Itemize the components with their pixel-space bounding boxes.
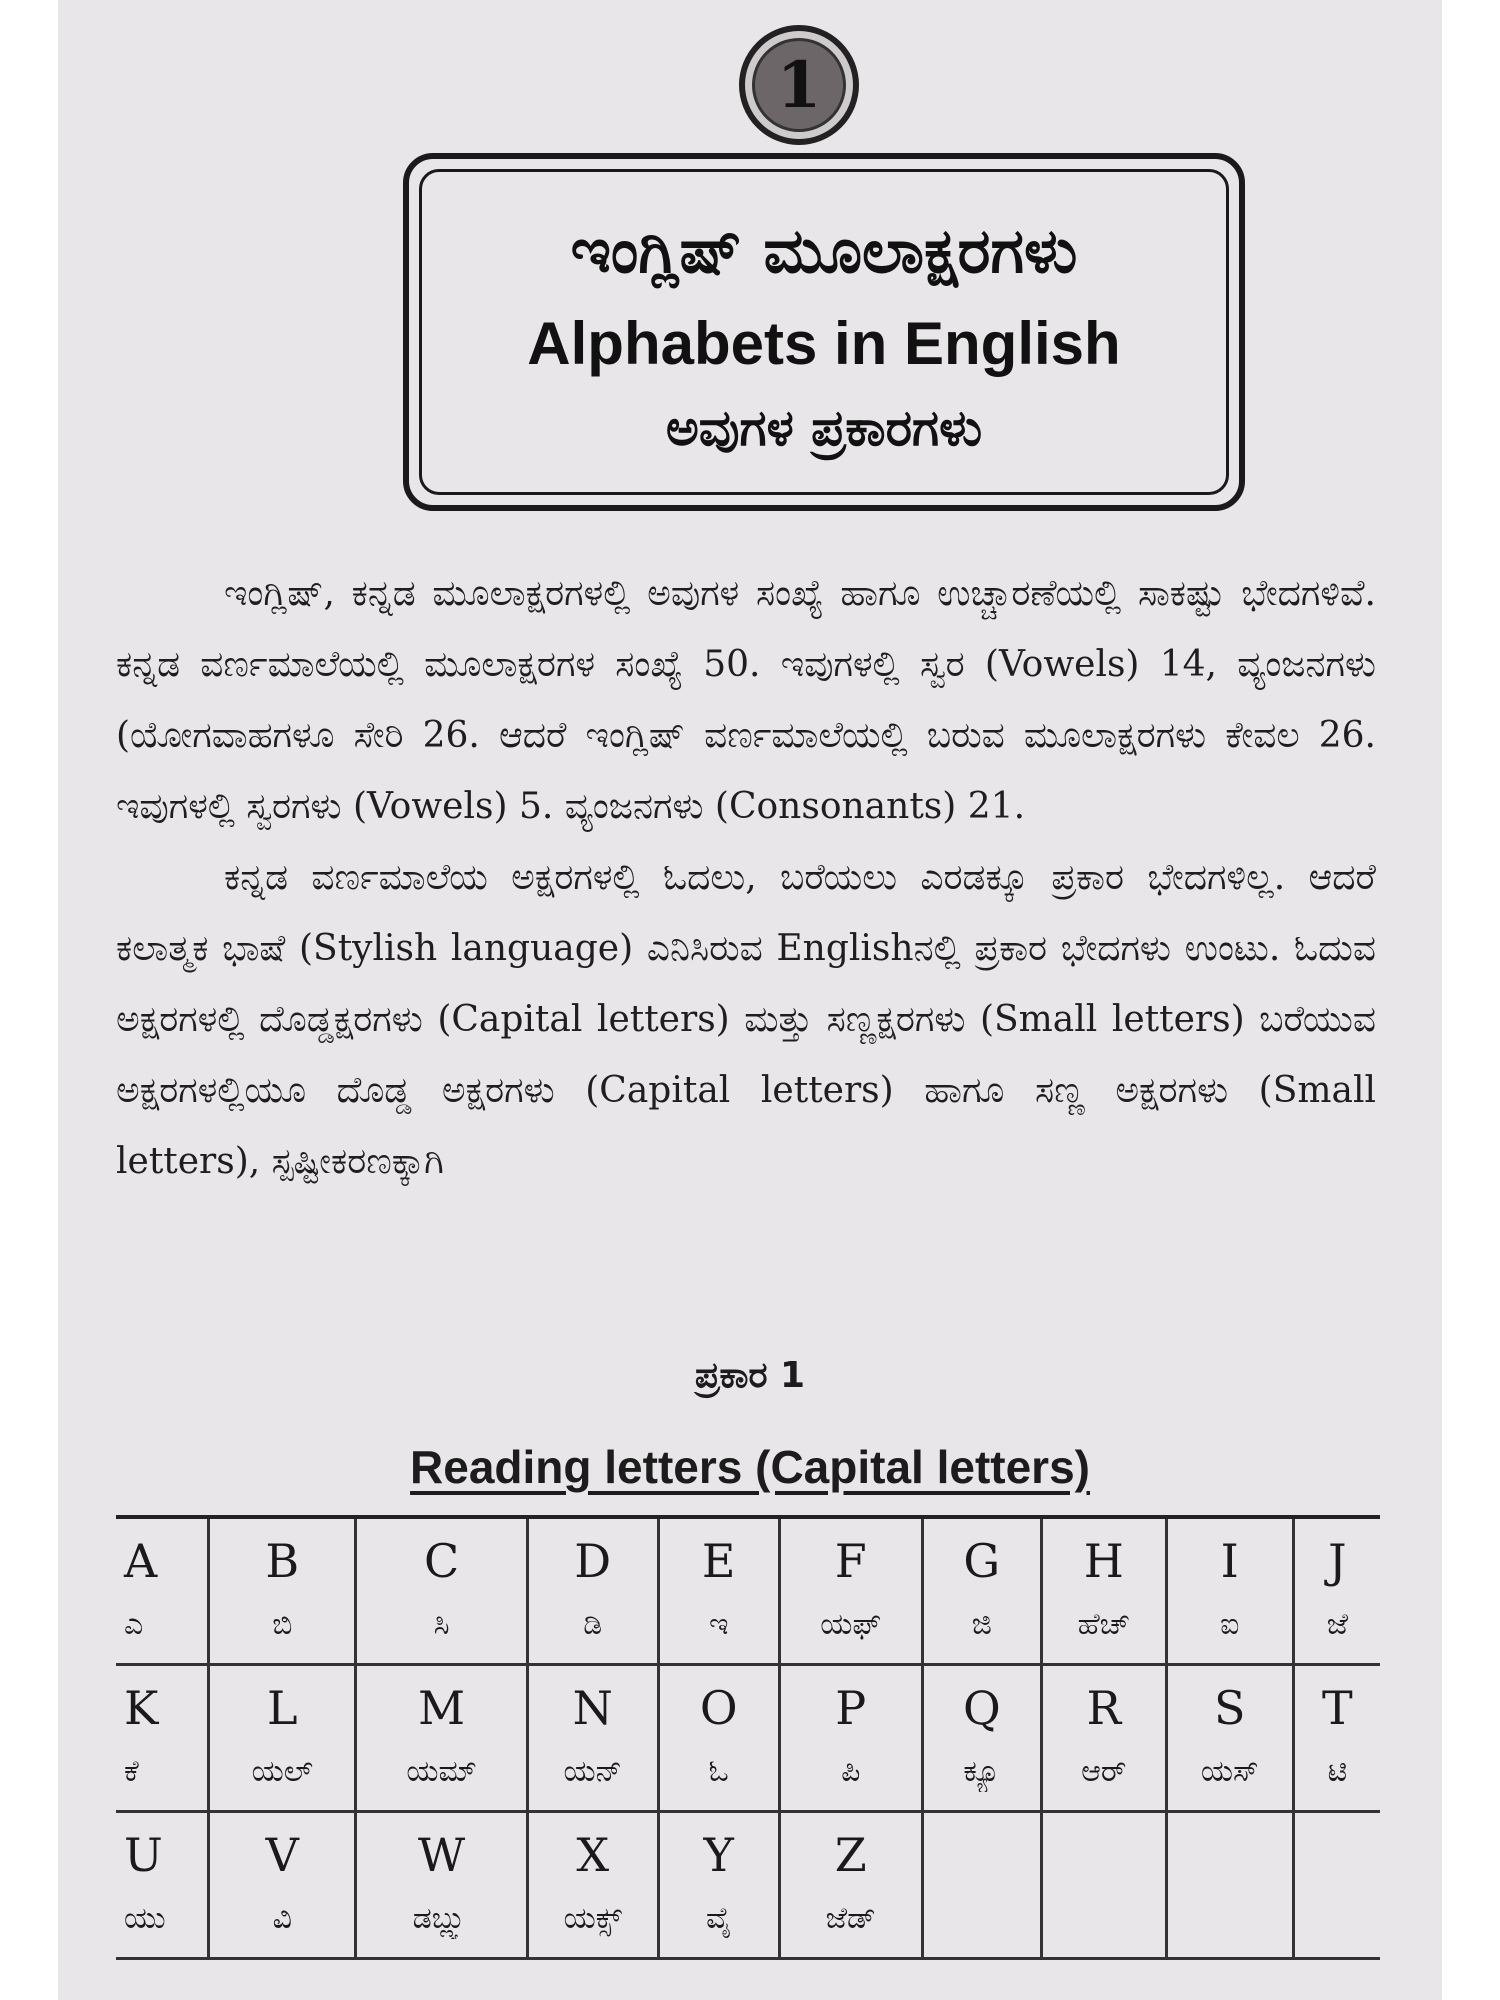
kannada-pronunciation: ಯಕ್ಸ್ [563, 1901, 622, 1936]
kannada-pronunciation: ಜೆಡ್ [825, 1901, 876, 1936]
capital-letter: B [265, 1534, 300, 1588]
capital-letter: S [1213, 1681, 1246, 1735]
letter-cell [527, 1812, 658, 1959]
capital-letter: E [701, 1534, 736, 1588]
capital-letter: K [124, 1681, 159, 1735]
letter-cell [1293, 1812, 1380, 1959]
letter-cell [209, 1517, 356, 1665]
kannada-pronunciation: ಬಿ [272, 1607, 293, 1642]
kannada-pronunciation: ಯಲ್ [251, 1754, 313, 1789]
letter-cell [658, 1517, 779, 1665]
capital-letter: Q [962, 1681, 1001, 1735]
capital-letter: T [1322, 1681, 1353, 1735]
letter-cell [1041, 1665, 1166, 1812]
paragraph-2: ಕನ್ನಡ ವರ್ಣಮಾಲೆಯ ಅಕ್ಷರಗಳಲ್ಲಿ ಓದಲು, ಬರೆಯಲು ಎರಡಕ್ಕೂ ಪ್ರಕಾರ ಭೇದಗಳಿಲ್ಲ. ಆದರೆ ಕಲಾತ್ಮಕ ಭಾಷೆ (Stylish language) ಎನಿಸಿರುವ Englishನಲ್ಲಿ ಪ್ರಕಾರ ಭೇದಗಳು ಉಂಟು. ಓದುವ ಅಕ್ಷರಗಳಲ್ಲಿ ದೊಡ್ಡಕ್ಷರಗಳು (Capital letters) ಮತ್ತು ಸಣ್ಣಕ್ಷರಗಳು (Small letters) ಬರೆಯುವ ಅಕ್ಷರಗಳಲ್ಲಿಯೂ ದೊಡ್ಡ ಅಕ್ಷರಗಳು (Capital letters) ಹಾಗೂ ಸಣ್ಣ ಅಕ್ಷರಗಳು (Small letters), ಸ್ಪಷ್ಟೀಕರಣಕ್ಕಾಗಿ [116, 857, 1376, 1182]
alphabet-table-body [116, 1517, 1380, 1959]
kannada-pronunciation: ಡಿ [583, 1607, 603, 1642]
title-kannada: ಇಂಗ್ಲಿಷ್ ಮೂಲಾಕ್ಷರಗಳು [570, 214, 1078, 287]
capital-letter: G [963, 1534, 1001, 1588]
letter-cell [1041, 1812, 1166, 1959]
letter-cell [356, 1517, 527, 1665]
kannada-pronunciation: ಐ [1220, 1607, 1240, 1642]
letter-cell [922, 1812, 1041, 1959]
table-title: Reading letters (Capital letters) [410, 1441, 1090, 1493]
capital-letter: L [267, 1681, 298, 1735]
letter-cell [658, 1665, 779, 1812]
capital-letter: P [835, 1681, 867, 1735]
capital-letter: J [1328, 1534, 1347, 1588]
capital-letter: O [699, 1681, 738, 1735]
capital-letter: N [572, 1681, 613, 1735]
kannada-pronunciation: ವೈ [705, 1901, 732, 1936]
letter-cell [209, 1665, 356, 1812]
kannada-pronunciation: ಆರ್ [1081, 1754, 1127, 1789]
capital-letter: V [265, 1828, 299, 1882]
table-row [116, 1517, 1380, 1665]
letter-cell [356, 1812, 527, 1959]
title-english: Alphabets in English [527, 310, 1121, 377]
letter-cell [779, 1665, 922, 1812]
chapter-number: 1 [752, 38, 846, 132]
letter-cell [779, 1812, 922, 1959]
letter-cell [1166, 1517, 1293, 1665]
letter-cell [779, 1517, 922, 1665]
letter-cell [209, 1812, 356, 1959]
letter-cell [116, 1665, 209, 1812]
table-row [116, 1812, 1380, 1959]
kannada-pronunciation: ಜಿ [971, 1607, 992, 1642]
capital-letter: F [834, 1534, 867, 1588]
capital-letter: H [1083, 1534, 1124, 1588]
kannada-pronunciation: ಸಿ [433, 1607, 450, 1642]
table-row [116, 1665, 1380, 1812]
title-subtitle: ಅವುಗಳ ಪ್ರಕಾರಗಳು [665, 399, 983, 457]
letter-cell [116, 1517, 209, 1665]
capital-letter: W [417, 1828, 466, 1882]
kannada-pronunciation: ಯಸ್ [1200, 1754, 1259, 1789]
letter-cell [1293, 1665, 1380, 1812]
capital-letter: Z [834, 1828, 867, 1882]
letter-cell [1293, 1517, 1380, 1665]
kannada-pronunciation: ಕ್ಯೂ [963, 1754, 1001, 1789]
alphabet-table [116, 1515, 1380, 1960]
kannada-pronunciation: ವಿ [272, 1901, 292, 1936]
letter-cell [922, 1517, 1041, 1665]
letter-cell [527, 1665, 658, 1812]
capital-letter: I [1220, 1534, 1239, 1588]
kannada-pronunciation: ಪಿ [841, 1754, 861, 1789]
letter-cell [1041, 1517, 1166, 1665]
kannada-pronunciation: ಜೆ [1326, 1607, 1349, 1642]
kannada-pronunciation: ಯು [124, 1901, 166, 1936]
kannada-pronunciation: ಯಮ್ [406, 1754, 477, 1789]
kannada-pronunciation: ಟಿ [1327, 1754, 1348, 1789]
chapter-number-badge [739, 25, 859, 145]
type-heading: ಪ್ರಕಾರ 1 [694, 1355, 806, 1396]
kannada-pronunciation: ಯಫ್ [820, 1607, 882, 1642]
capital-letter: Y [703, 1828, 734, 1882]
letter-cell [658, 1812, 779, 1959]
letter-cell [1166, 1812, 1293, 1959]
kannada-pronunciation: ಹೆಚ್ [1077, 1607, 1130, 1642]
kannada-pronunciation: ಕೆ [124, 1754, 139, 1789]
capital-letter: X [576, 1828, 610, 1882]
paragraph-1: ಇಂಗ್ಲಿಷ್, ಕನ್ನಡ ಮೂಲಾಕ್ಷರಗಳಲ್ಲಿ ಅವುಗಳ ಸಂಖ್ಯೆ ಹಾಗೂ ಉಚ್ಚಾರಣೆಯಲ್ಲಿ ಸಾಕಷ್ಟು ಭೇದಗಳಿವೆ. ಕನ್ನಡ ವರ್ಣಮಾಲೆಯಲ್ಲಿ ಮೂಲಾಕ್ಷರಗಳ ಸಂಖ್ಯೆ 50. ಇವುಗಳಲ್ಲಿ ಸ್ವರ (Vowels) 14, ವ್ಯಂಜನಗಳು (ಯೋಗವಾಹಗಳೂ ಸೇರಿ 26. ಆದರೆ ಇಂಗ್ಲಿಷ್ ವರ್ಣಮಾಲೆಯಲ್ಲಿ ಬರುವ ಮೂಲಾಕ್ಷರಗಳು ಕೇವಲ 26. ಇವುಗಳಲ್ಲಿ ಸ್ವರಗಳು (Vowels) 5. ವ್ಯಂಜನಗಳು (Consonants) 21. [116, 573, 1376, 827]
kannada-pronunciation: ಇ [708, 1607, 729, 1642]
letter-cell [116, 1812, 209, 1959]
capital-letter: A [124, 1534, 158, 1588]
letter-cell [1166, 1665, 1293, 1812]
kannada-pronunciation: ಡಬ್ಲ್ಯು [412, 1901, 471, 1936]
letter-cell [356, 1665, 527, 1812]
capital-letter: D [574, 1534, 612, 1588]
capital-letter: M [417, 1681, 466, 1735]
capital-letter: C [423, 1534, 460, 1588]
letter-cell [527, 1517, 658, 1665]
letter-cell [922, 1665, 1041, 1812]
body-text [116, 558, 1376, 1197]
capital-letter: R [1086, 1681, 1122, 1735]
kannada-pronunciation: ಯನ್ [563, 1754, 622, 1789]
kannada-pronunciation: ಎ [124, 1607, 144, 1642]
title-box [403, 153, 1245, 511]
capital-letter: U [124, 1828, 163, 1882]
kannada-pronunciation: ಓ [708, 1754, 729, 1789]
